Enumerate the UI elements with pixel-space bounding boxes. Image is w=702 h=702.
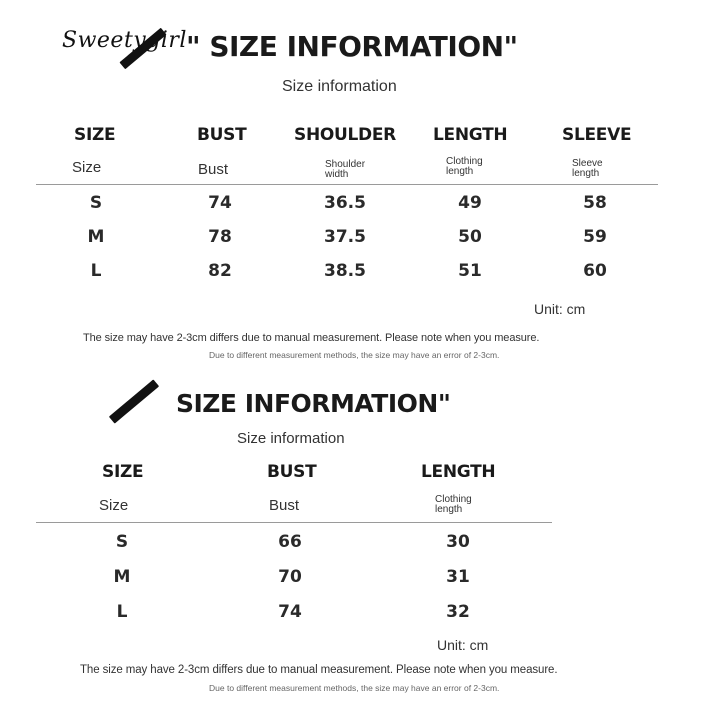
table1-sub-shoulder: Shoulder width [325,159,366,180]
title-strike-mark [109,379,159,423]
table-cell: 37.5 [324,227,366,247]
table-cell: 50 [458,227,482,247]
table-cell: 66 [278,532,302,552]
table-cell: L [90,261,102,281]
table2-sub-size: Size [99,497,129,514]
table-cell: 74 [278,602,302,622]
table1-subtitle: Size information [282,78,397,95]
table-cell: L [116,602,128,622]
table-cell: 82 [208,261,232,281]
table1-sub-sleeve: Sleeve length [572,158,603,179]
table-cell: 60 [583,261,607,281]
table-cell: 49 [458,193,482,213]
table1-header-shoulder: SHOULDER [294,125,396,145]
table2-divider [36,522,552,523]
table1-divider [36,184,658,185]
table2-header-length: LENGTH [421,462,496,482]
table-cell: M [87,227,105,247]
table-cell: 31 [446,567,470,587]
table2-measurement-note: The size may have 2-3cm differs due to manual measurement. Please note when you measure. [80,664,558,676]
table-cell: 30 [446,532,470,552]
table1-sub-size: Size [72,159,102,176]
table1-measurement-note-small: Due to different measurement methods, the size may have an error of 2-3cm. [209,350,500,360]
brand-logo: Sweetygirl [62,28,187,53]
table-cell: 70 [278,567,302,587]
table-cell: 38.5 [324,261,366,281]
table-cell: S [89,193,103,213]
table1-title: " SIZE INFORMATION" [186,30,518,63]
table2-sub-length: Clothing length [435,494,472,515]
table2-sub-bust: Bust [269,497,300,514]
table-cell: 59 [583,227,607,247]
table2-subtitle: Size information [237,430,345,447]
table-cell: S [115,532,129,552]
table2-measurement-note-small: Due to different measurement methods, the size may have an error of 2-3cm. [209,683,500,693]
table1-unit-label: Unit: cm [534,301,586,317]
table1-measurement-note: The size may have 2-3cm differs due to manual measurement. Please note when you measure. [83,332,540,344]
table2-header-bust: BUST [267,462,317,482]
table1-sub-length: Clothing length [446,156,483,177]
table-cell: 58 [583,193,607,213]
table-cell: 32 [446,602,470,622]
table2-title: SIZE INFORMATION" [176,389,451,418]
table1-header-size: SIZE [74,125,116,145]
table-cell: 36.5 [324,193,366,213]
table1-sub-bust: Bust [198,161,229,178]
table-cell: M [113,567,131,587]
table1-header-sleeve: SLEEVE [562,125,632,145]
table1-header-length: LENGTH [433,125,508,145]
table-cell: 78 [208,227,232,247]
table2-unit-label: Unit: cm [437,637,489,653]
table-cell: 74 [208,193,232,213]
table-cell: 51 [458,261,482,281]
table2-header-size: SIZE [102,462,144,482]
table1-header-bust: BUST [197,125,247,145]
